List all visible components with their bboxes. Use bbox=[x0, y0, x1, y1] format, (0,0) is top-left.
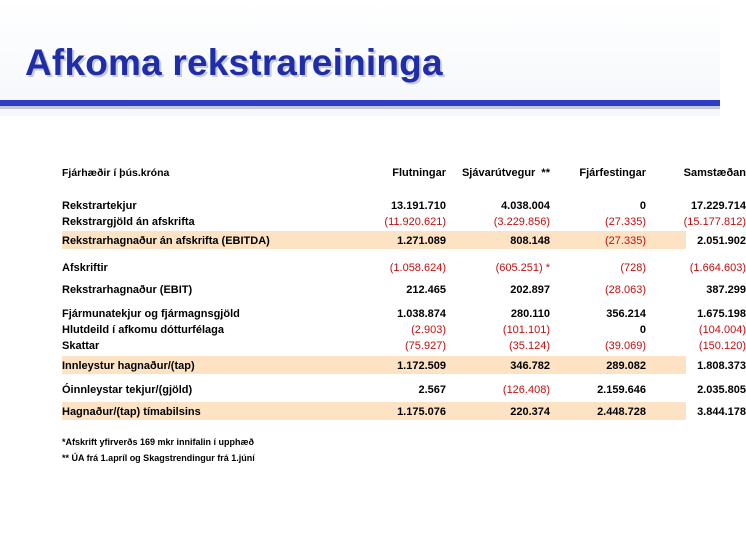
table-row bbox=[62, 231, 746, 249]
table-cell: (11.920.621) bbox=[384, 216, 446, 228]
table-cell: 4.038.004 bbox=[501, 200, 550, 212]
title-underline-shadow bbox=[0, 106, 720, 109]
table-cell: 387.299 bbox=[706, 284, 746, 296]
table-row bbox=[62, 402, 746, 420]
table-cell: (39.069) bbox=[605, 340, 646, 352]
row-label: Rekstrartekjur bbox=[62, 200, 137, 212]
table-row bbox=[62, 260, 746, 276]
slide-header bbox=[0, 0, 720, 116]
table-cell: 2.159.646 bbox=[597, 384, 646, 396]
table-cell: 1.172.509 bbox=[397, 360, 446, 372]
table-cell: 202.897 bbox=[510, 284, 550, 296]
row-label: Óinnleystar tekjur/(gjöld) bbox=[62, 384, 193, 396]
table-cell: (104.004) bbox=[698, 324, 746, 336]
table-row bbox=[62, 214, 746, 230]
column-header-fjarfestingar: Fjárfestingar bbox=[579, 167, 646, 179]
table-cell: (2.903) bbox=[411, 324, 446, 336]
table-cell: (3.229.856) bbox=[493, 216, 550, 228]
row-label: Rekstrarhagnaður án afskrifta (EBITDA) bbox=[62, 235, 270, 247]
table-cell: 1.038.874 bbox=[397, 308, 446, 320]
table-row bbox=[62, 306, 746, 322]
table-row bbox=[62, 322, 746, 338]
column-header-samstaedan: Samstæðan bbox=[683, 167, 746, 179]
table-cell: (28.063) bbox=[605, 284, 646, 296]
unit-label: Fjárhæðir í þús.króna bbox=[62, 167, 170, 179]
table-row bbox=[62, 198, 746, 214]
table-row bbox=[62, 356, 746, 374]
table-cell: 0 bbox=[639, 200, 646, 212]
table-cell: 212.465 bbox=[406, 284, 446, 296]
table-cell: (126.408) bbox=[502, 384, 550, 396]
footnote: *Afskrift yfirverðs 169 mkr innifalin í upphæð bbox=[62, 437, 255, 447]
table-cell: 2.051.902 bbox=[697, 235, 746, 247]
table-cell: (15.177.812) bbox=[683, 216, 746, 228]
table-cell: (728) bbox=[620, 262, 646, 274]
table-cell: 17.229.714 bbox=[690, 200, 746, 212]
table-cell: 1.675.198 bbox=[697, 308, 746, 320]
table-row bbox=[62, 282, 746, 298]
table-cell: (27.335) bbox=[605, 216, 646, 228]
row-label: Afskriftir bbox=[62, 262, 108, 274]
table-cell: 2.448.728 bbox=[597, 406, 646, 418]
slide-title: Afkoma rekstrareininga bbox=[25, 42, 443, 83]
row-label: Innleystur hagnaður/(tap) bbox=[62, 360, 195, 372]
table-cell: 346.782 bbox=[510, 360, 550, 372]
table-cell: (75.927) bbox=[405, 340, 446, 352]
row-label: Skattar bbox=[62, 340, 100, 352]
table-row bbox=[62, 338, 746, 354]
table-cell: (101.101) bbox=[502, 324, 550, 336]
row-label: Hagnaður/(tap) tímabilsins bbox=[62, 406, 201, 418]
table-cell: 1.271.089 bbox=[397, 235, 446, 247]
table-cell: 2.567 bbox=[418, 384, 446, 396]
row-label: Rekstrarhagnaður (EBIT) bbox=[62, 284, 193, 296]
table-cell: 356.214 bbox=[606, 308, 646, 320]
table-cell: 0 bbox=[639, 324, 646, 336]
table-cell: 808.148 bbox=[510, 235, 550, 247]
column-header-sjavarutvegur: Sjávarútvegur ** bbox=[461, 167, 550, 179]
table-cell: 289.082 bbox=[606, 360, 646, 372]
table-cell: 1.808.373 bbox=[697, 360, 746, 372]
table-cell: (150.120) bbox=[698, 340, 746, 352]
table-cell: 3.844.178 bbox=[697, 406, 746, 418]
table-cell: 1.175.076 bbox=[397, 406, 446, 418]
table-cell: 220.374 bbox=[510, 406, 550, 418]
column-header-flutningar: Flutningar bbox=[392, 167, 446, 179]
table-cell: (1.664.603) bbox=[689, 262, 746, 274]
table-cell: (35.124) bbox=[509, 340, 550, 352]
row-label: Fjármunatekjur og fjármagnsgjöld bbox=[62, 308, 240, 320]
table-cell: (605.251) * bbox=[495, 262, 550, 274]
table-cell: 2.035.805 bbox=[697, 384, 746, 396]
table-cell: (1.058.624) bbox=[389, 262, 446, 274]
table-cell: 280.110 bbox=[510, 308, 550, 320]
table-cell: 13.191.710 bbox=[390, 200, 446, 212]
table-row bbox=[62, 382, 746, 398]
row-label: Rekstrargjöld án afskrifta bbox=[62, 216, 195, 228]
row-label: Hlutdeild í afkomu dótturfélaga bbox=[62, 324, 224, 336]
footnote: ** ÚA frá 1.apríl og Skagstrendingur frá 1.júní bbox=[62, 453, 255, 463]
table-cell: (27.335) bbox=[605, 235, 646, 247]
